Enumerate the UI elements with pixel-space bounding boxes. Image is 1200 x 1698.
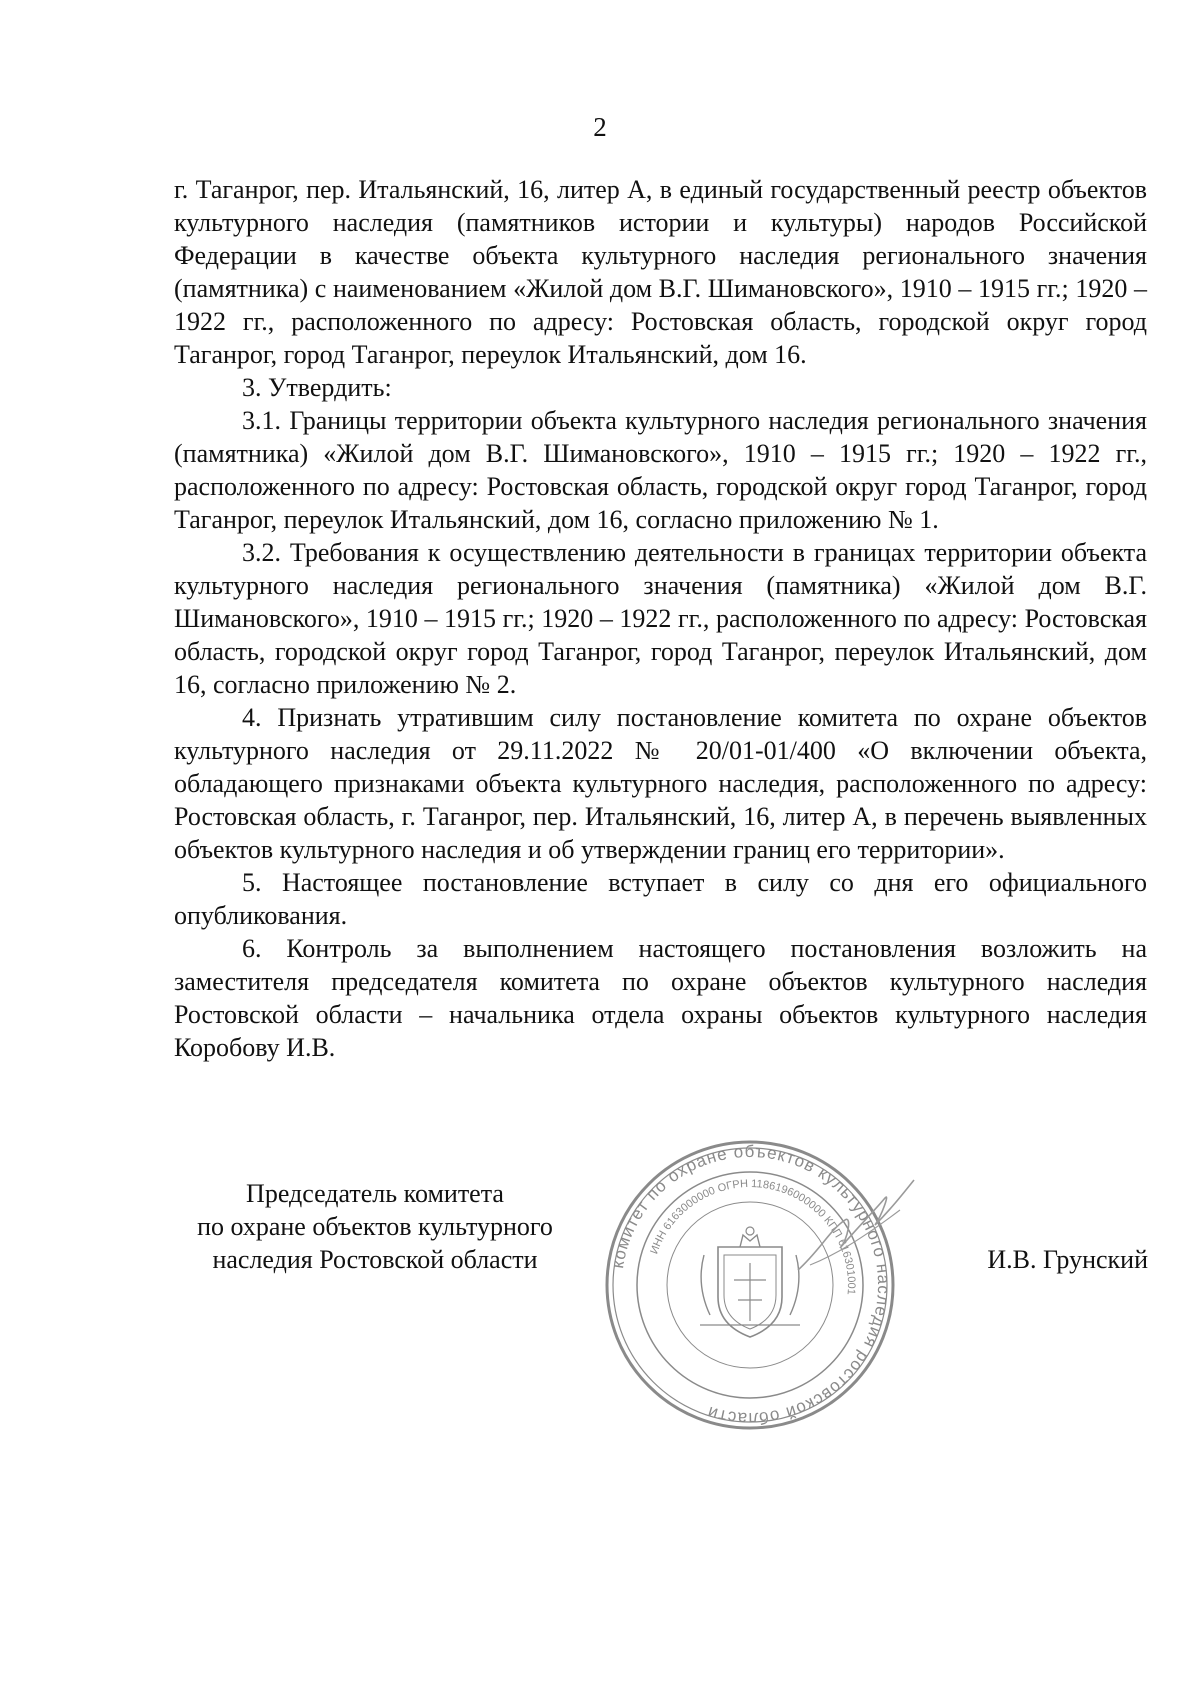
document-body [174, 173, 1147, 1064]
paragraph-item-3-2: 3.2. Требования к осуществлению деятельности в границах территории объекта культурного наследия регионального значения (памятника) «Жилой дом В.Г. Шимановского», 1910 – 1915 гг.; 1920 – 1922 гг., расположенного по адресу: Ростовская область, городской округ город Таганрог, город Таганрог, переулок Итальянский, дом 16, согласно приложению № 2. [174, 538, 1147, 699]
signatory-title [150, 1177, 600, 1276]
signatory-title-line: по охране объектов культурного [197, 1212, 553, 1241]
paragraph-item-4: 4. Признать утратившим силу постановление комитета по охране объектов культурного наследия от 29.11.2022 № 20/01-01/400 «О включении объекта, обладающего признаками объекта культурного наследия, расположенного по адресу: Ростовская область, г. Таганрог, пер. Итальянский, 16, литер А, в перечень выявленных объектов культурного наследия и об утверждении границ его территории». [174, 703, 1147, 864]
page-number: 2 [593, 112, 607, 142]
seal-inner-text: ИНН 6163000000 ОГРН 1186196000000 КПП 616301001 [648, 1177, 858, 1296]
paragraph-continuation: г. Таганрог, пер. Итальянский, 16, литер А, в единый государственный реестр объектов культурного наследия (памятников истории и культуры) народов Российской Федерации в качестве объекта культурного наследия регионального значения (памятника) с наименованием «Жилой дом В.Г. Шимановского», 1910 – 1915 гг.; 1920 – 1922 гг., расположенного по адресу: Ростовская область, городской округ город Таганрог, город Таганрог, переулок Итальянский, дом 16. [174, 175, 1147, 369]
signatory-title-line: Председатель комитета [246, 1179, 504, 1208]
signatory-title-line: наследия Ростовской области [212, 1245, 538, 1274]
signatory-name: И.В. Грунский [987, 1245, 1148, 1274]
paragraph-item-3-1: 3.1. Границы территории объекта культурного наследия регионального значения (памятника) «Жилой дом В.Г. Шимановского», 1910 – 1915 гг.; 1920 – 1922 гг., расположенного по адресу: Ростовская область, городской округ город Таганрог, город Таганрог, переулок Итальянский, дом 16, согласно приложению № 1. [174, 406, 1147, 534]
seal-outer-text: комитет по охране объектов культурного наследия ростовской области [608, 1141, 894, 1429]
paragraph-item-6: 6. Контроль за выполнением настоящего постановления возложить на заместителя председателя комитета по охране объектов культурного наследия Ростовской области – начальника отдела охраны объектов культурного наследия Коробову И.В. [174, 934, 1147, 1062]
paragraph-item-3: 3. Утвердить: [242, 373, 392, 402]
handwritten-signature [790, 1170, 920, 1290]
coat-of-arms-icon [700, 1227, 800, 1337]
paragraph-item-5: 5. Настоящее постановление вступает в силу со дня его официального опубликования. [174, 868, 1147, 930]
